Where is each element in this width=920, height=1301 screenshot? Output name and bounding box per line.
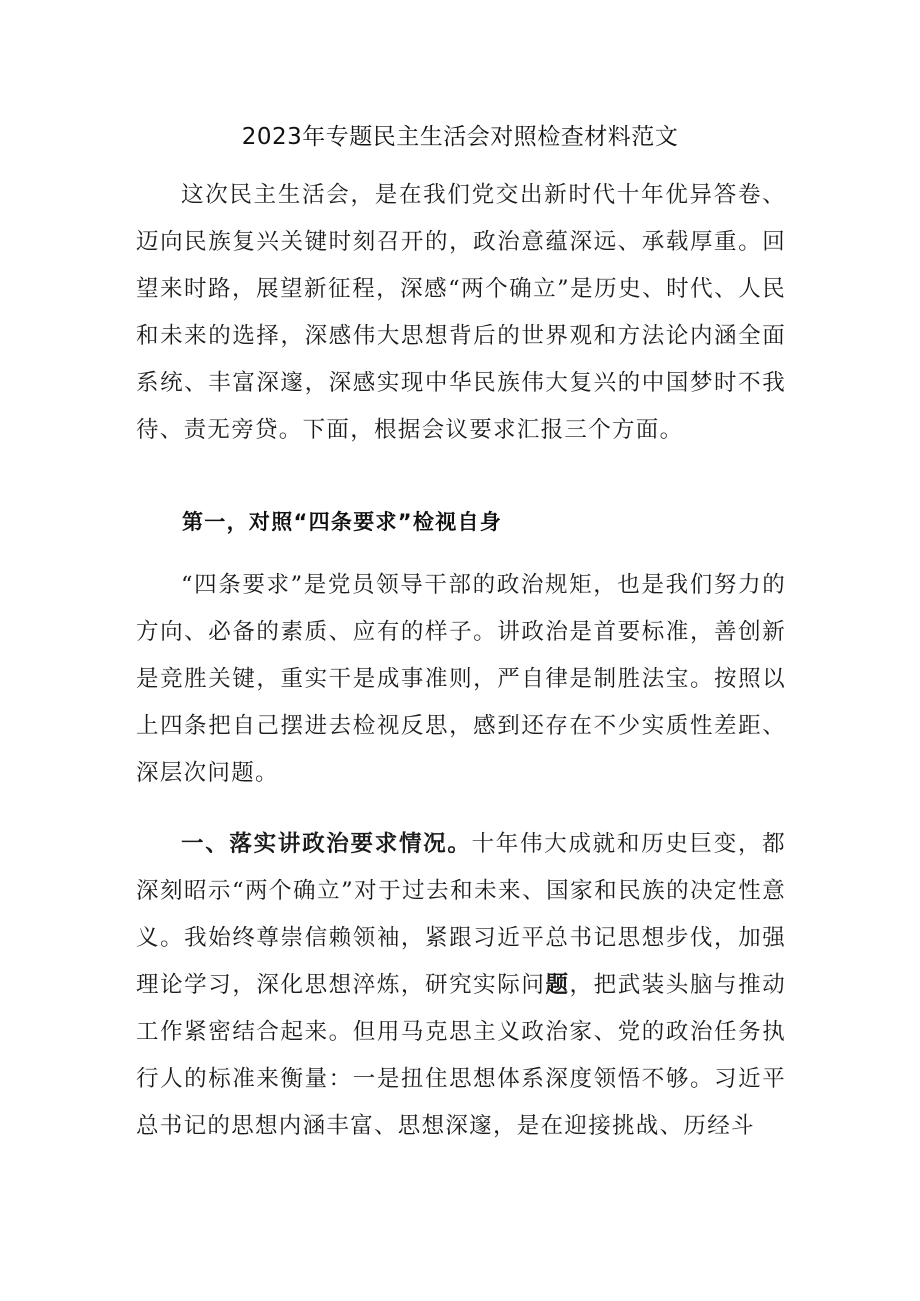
document-title: 2023年专题民主生活会对照检查材料范文 [241, 124, 679, 150]
section-heading: 第一，对照“四条要求”检视自身 [182, 510, 503, 534]
section-body-paragraph: “四条要求”是党员领导干部的政治规矩，也是我们努力的方向、必备的素质、应有的样子。讲政治是首要标准，善创新是竞胜关键，重实干是成事准则，严自律是制胜法宝。按照以上四条把自己摆进去检视反思，感到还存在不少实质性差距、深层次问题。 [136, 572, 786, 786]
item-body-bold-char: 题 [545, 972, 570, 998]
intro-paragraph: 这次民主生活会，是在我们党交出新时代十年优异答卷、迈向民族复兴关键时刻召开的，政治意蕴深远、承载厚重。回望来时路，展望新征程，深感“两个确立”是历史、时代、人民和未来的选择，深感伟大思想背后的世界观和方法论内涵全面系统、丰富深邃，深感实现中华民族伟大复兴的中国梦时不我待、责无旁贷。下面，根据会议要求汇报三个方面。 [136, 182, 786, 443]
item-paragraph [136, 821, 786, 1150]
item-heading: 一、落实讲政治要求情况。 [181, 831, 472, 857]
item-body-part-b: ，把武装头脑与推动工作紧密结合起来。但用马克思主义政治家、党的政治任务执行人的标准来衡量：一是扭住思想体系深度领悟不够。习近平总书记的思想内涵丰富、思想深邃，是在迎接挑战、历经斗 [136, 972, 787, 1139]
item-body-part-a: 十年伟大成就和历史巨变，都深刻昭示“两个确立”对于过去和未来、国家和民族的决定性意义。我始终尊崇信赖领袖，紧跟习近平总书记思想步伐，加强理论学习，深化思想淬炼，研究实际问 [136, 831, 786, 998]
